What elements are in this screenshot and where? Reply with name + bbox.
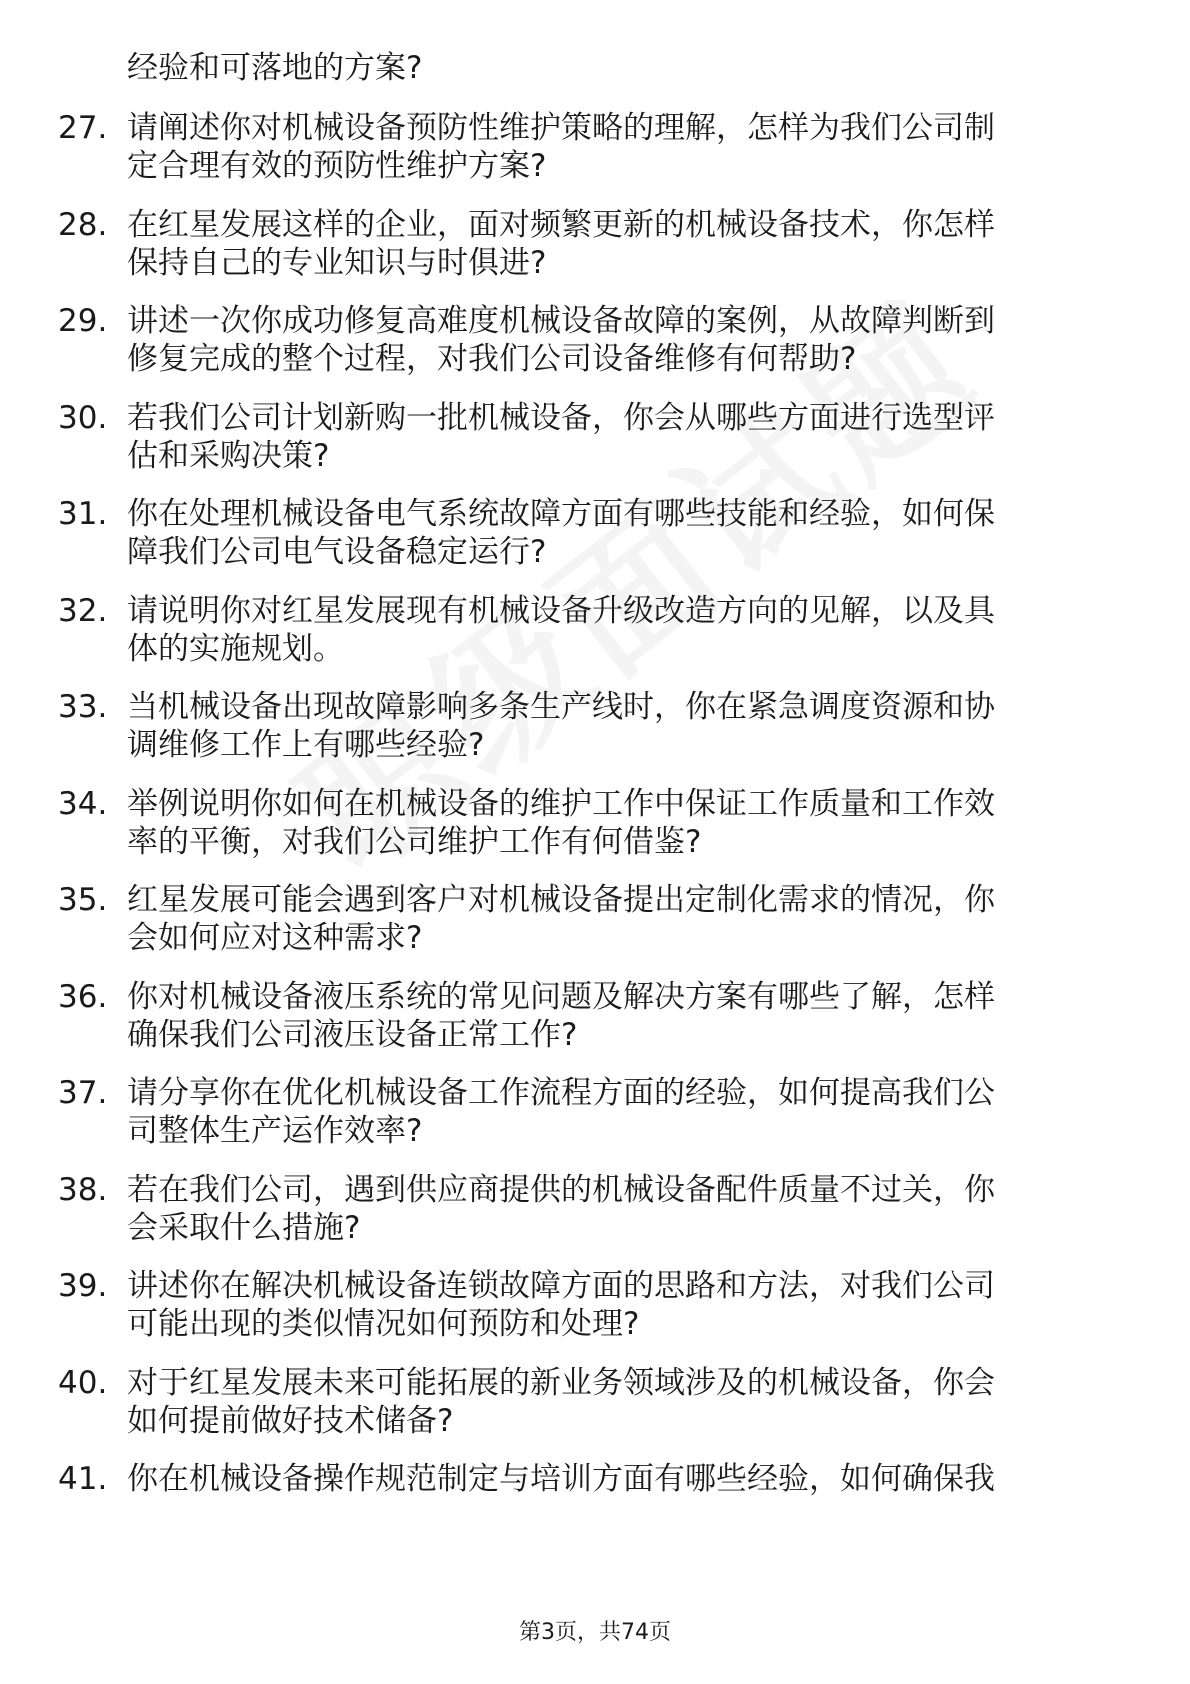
question-number: 38. <box>58 1172 108 1208</box>
question-item <box>0 882 1190 962</box>
question-number: 34. <box>58 786 108 822</box>
question-number: 32. <box>58 593 108 629</box>
question-item <box>0 1461 1190 1541</box>
question-text-line-1: 你在处理机械设备电气系统故障方面有哪些技能和经验，如何保 <box>127 496 995 532</box>
question-text-line-1: 若我们公司计划新购一批机械设备，你会从哪些方面进行选型评 <box>127 400 995 436</box>
question-text-line-2: 体的实施规划。 <box>127 631 344 667</box>
question-number: 36. <box>58 979 108 1015</box>
question-item <box>0 207 1190 287</box>
continuation-text: 经验和可落地的方案? <box>127 50 423 86</box>
question-number: 28. <box>58 207 108 243</box>
question-text-line-2: 保持自己的专业知识与时俱进? <box>127 245 547 281</box>
question-item <box>0 1172 1190 1252</box>
question-item <box>0 979 1190 1059</box>
question-text-line-2: 调维修工作上有哪些经验? <box>127 727 485 763</box>
question-text-line-1: 讲述你在解决机械设备连锁故障方面的思路和方法，对我们公司 <box>127 1268 995 1304</box>
question-item <box>0 110 1190 190</box>
question-text-line-2: 障我们公司电气设备稳定运行? <box>127 534 547 570</box>
question-text-line-1: 在红星发展这样的企业，面对频繁更新的机械设备技术，你怎样 <box>127 207 995 243</box>
question-text-line-2: 修复完成的整个过程，对我们公司设备维修有何帮助? <box>127 341 857 377</box>
question-item <box>0 593 1190 673</box>
question-text-line-1: 讲述一次你成功修复高难度机械设备故障的案例，从故障判断到 <box>127 303 995 339</box>
question-item <box>0 1075 1190 1155</box>
question-text-line-1: 红星发展可能会遇到客户对机械设备提出定制化需求的情况，你 <box>127 882 995 918</box>
question-text-line-2: 司整体生产运作效率? <box>127 1113 423 1149</box>
question-text-line-2: 可能出现的类似情况如何预防和处理? <box>127 1306 640 1342</box>
question-text-line-2: 会如何应对这种需求? <box>127 920 423 956</box>
question-item <box>0 1365 1190 1445</box>
question-number: 35. <box>58 882 108 918</box>
question-text-line-2: 确保我们公司液压设备正常工作? <box>127 1017 578 1053</box>
question-item <box>0 1268 1190 1348</box>
question-text-line-1: 请说明你对红星发展现有机械设备升级改造方向的见解，以及具 <box>127 593 995 629</box>
question-number: 40. <box>58 1365 108 1401</box>
question-item <box>0 303 1190 383</box>
question-number: 30. <box>58 400 108 436</box>
question-item <box>0 689 1190 769</box>
question-item <box>0 786 1190 866</box>
question-number: 31. <box>58 496 108 532</box>
question-text-line-1: 请阐述你对机械设备预防性维护策略的理解，怎样为我们公司制 <box>127 110 995 146</box>
question-text-line-1: 你在机械设备操作规范制定与培训方面有哪些经验，如何确保我 <box>127 1461 995 1497</box>
question-number: 33. <box>58 689 108 725</box>
question-number: 27. <box>58 110 108 146</box>
question-text-line-2: 如何提前做好技术储备? <box>127 1403 454 1439</box>
question-text-line-2: 估和采购决策? <box>127 438 330 474</box>
question-text-line-1: 若在我们公司，遇到供应商提供的机械设备配件质量不过关，你 <box>127 1172 995 1208</box>
question-text-line-2: 率的平衡，对我们公司维护工作有何借鉴? <box>127 824 702 860</box>
page-footer: 第3页，共74页 <box>519 1620 671 1645</box>
question-text-line-2: 会采取什么措施? <box>127 1210 361 1246</box>
question-text-line-1: 你对机械设备液压系统的常见问题及解决方案有哪些了解，怎样 <box>127 979 995 1015</box>
question-number: 29. <box>58 303 108 339</box>
question-item <box>0 400 1190 480</box>
question-number: 39. <box>58 1268 108 1304</box>
question-text-line-1: 对于红星发展未来可能拓展的新业务领域涉及的机械设备，你会 <box>127 1365 995 1401</box>
question-item <box>0 496 1190 576</box>
question-text-line-1: 请分享你在优化机械设备工作流程方面的经验，如何提高我们公 <box>127 1075 995 1111</box>
question-text-line-1: 举例说明你如何在机械设备的维护工作中保证工作质量和工作效 <box>127 786 995 822</box>
question-number: 37. <box>58 1075 108 1111</box>
question-text-line-2: 定合理有效的预防性维护方案? <box>127 148 547 184</box>
question-text-line-1: 当机械设备出现故障影响多条生产线时，你在紧急调度资源和协 <box>127 689 995 725</box>
question-number: 41. <box>58 1461 108 1497</box>
